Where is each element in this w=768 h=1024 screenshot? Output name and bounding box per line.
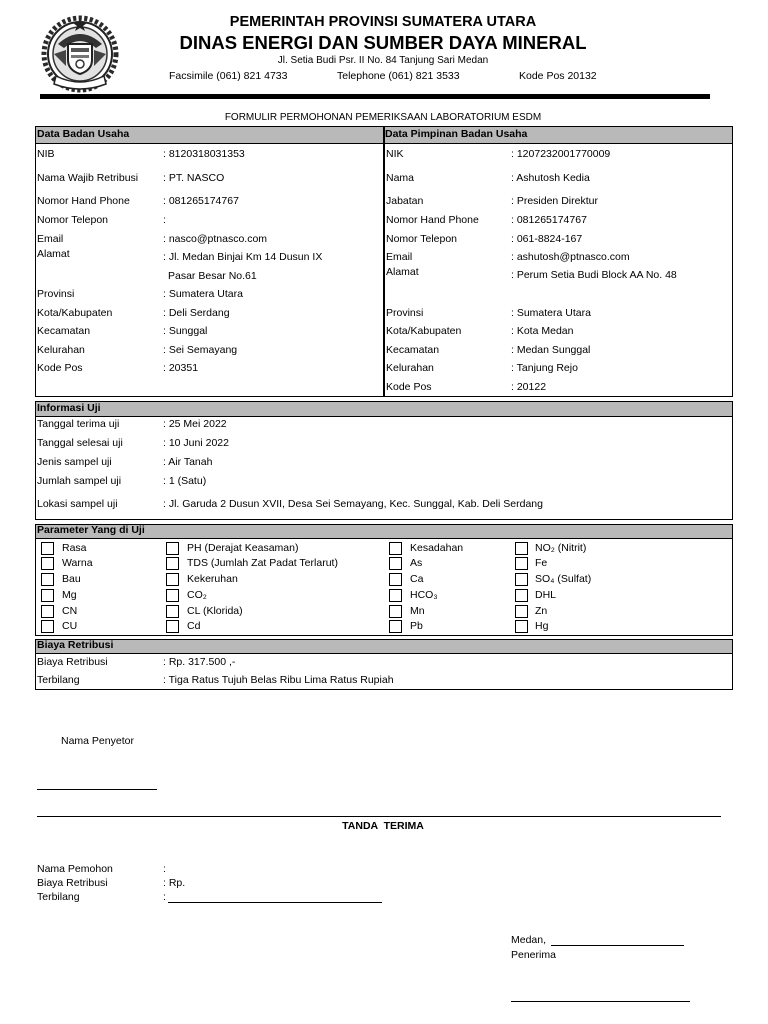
checkbox-co2[interactable] (166, 589, 179, 602)
checkbox-cu[interactable] (41, 620, 54, 633)
company-postal-code-label: Kode Pos (37, 362, 83, 374)
checkbox-hco3[interactable] (389, 589, 402, 602)
checkbox-kekeruhan[interactable] (166, 573, 179, 586)
param-label-pb: Pb (410, 620, 423, 632)
company-handphone-value: : 081265174767 (163, 195, 239, 207)
sample-location-value: : Jl. Garuda 2 Dusun XVII, Desa Sei Semayang, Kec. Sunggal, Kab. Deli Serdang (163, 498, 543, 510)
fee-heading: Biaya Retribusi (37, 639, 114, 651)
param-label-ca: Ca (410, 573, 424, 585)
director-name-label: Nama (386, 172, 415, 184)
test-received-date-value: : 25 Mei 2022 (163, 418, 227, 430)
agency-name: DINAS ENERGI DAN SUMBER DAYA MINERAL (179, 32, 587, 53)
receipt-in-words-line (168, 902, 382, 903)
checkbox-as[interactable] (389, 557, 402, 570)
param-label-hco3: HCO₃ (410, 589, 438, 601)
checkbox-fe[interactable] (515, 557, 528, 570)
company-province-label: Provinsi (37, 288, 75, 300)
agency-postal-code: Kode Pos 20132 (519, 70, 597, 82)
company-email-label: Email (37, 233, 64, 245)
test-finished-date-label: Tanggal selesai uji (37, 437, 123, 449)
checkbox-pb[interactable] (389, 620, 402, 633)
checkbox-dhl[interactable] (515, 589, 528, 602)
param-label-ph: PH (Derajat Keasaman) (187, 542, 299, 554)
company-village-label: Kelurahan (37, 344, 85, 356)
company-director-divider (383, 127, 385, 396)
fee-amount-label: Biaya Retribusi (37, 656, 108, 668)
sample-type-label: Jenis sampel uji (37, 456, 112, 468)
test-info-header-band (36, 402, 732, 417)
test-info-heading: Informasi Uji (37, 402, 101, 414)
receipt-applicant-value: : (163, 863, 166, 875)
checkbox-zn[interactable] (515, 605, 528, 618)
director-nik-label: NIK (386, 148, 404, 160)
director-village-value: : Tanjung Rejo (511, 362, 578, 374)
test-finished-date-value: : 10 Juni 2022 (163, 437, 229, 449)
company-address-line2: Pasar Besar No.61 (168, 270, 257, 282)
param-label-cd: Cd (187, 620, 201, 632)
company-name-value: : PT. NASCO (163, 172, 225, 184)
company-district-value: : Sunggal (163, 325, 208, 337)
fee-header-band (36, 640, 732, 654)
param-label-co2: CO₂ (187, 589, 207, 601)
director-email-value: : ashutosh@ptnasco.com (511, 251, 630, 263)
checkbox-tds[interactable] (166, 557, 179, 570)
fee-in-words-label: Terbilang (37, 674, 80, 686)
param-label-tds: TDS (Jumlah Zat Padat Terlarut) (187, 557, 338, 569)
test-received-date-label: Tanggal terima uji (37, 418, 120, 430)
sample-count-label: Jumlah sampel uji (37, 475, 122, 487)
checkbox-ph[interactable] (166, 542, 179, 555)
param-label-mg: Mg (62, 589, 77, 601)
company-telephone-label: Nomor Telepon (37, 214, 109, 226)
checkbox-hg[interactable] (515, 620, 528, 633)
param-label-bau: Bau (62, 573, 81, 585)
director-position-value: : Presiden Direktur (511, 195, 598, 207)
letterhead-rule (40, 94, 710, 99)
company-province-value: : Sumatera Utara (163, 288, 243, 300)
director-address-label: Alamat (386, 266, 419, 278)
param-label-hg: Hg (535, 620, 549, 632)
director-postal-code-value: : 20122 (511, 381, 547, 393)
receipt-in-words-value: : (163, 891, 166, 903)
param-label-dhl: DHL (535, 589, 557, 601)
director-email-label: Email (386, 251, 413, 263)
company-district-label: Kecamatan (37, 325, 91, 337)
param-label-kekeruhan: Kekeruhan (187, 573, 238, 585)
param-label-no2: NO₂ (Nitrit) (535, 542, 587, 554)
checkbox-no2[interactable] (515, 542, 528, 555)
director-handphone-label: Nomor Hand Phone (386, 214, 479, 226)
checkbox-so4[interactable] (515, 573, 528, 586)
company-nib-value: : 8120318031353 (163, 148, 245, 160)
form-title: FORMULIR PERMOHONAN PEMERIKSAAN LABORATORIUM ESDM (224, 112, 542, 123)
director-nik-value: : 1207232001770009 (511, 148, 611, 160)
company-regency-label: Kota/Kabupaten (37, 307, 113, 319)
director-name-value: : Ashutosh Kedia (511, 172, 590, 184)
director-handphone-value: : 081265174767 (511, 214, 587, 226)
company-address-label: Alamat (37, 248, 70, 260)
director-village-label: Kelurahan (386, 362, 434, 374)
receipt-date-line (551, 945, 684, 946)
checkbox-cl[interactable] (166, 605, 179, 618)
fee-amount-value: : Rp. 317.500 ,- (163, 656, 236, 668)
director-regency-label: Kota/Kabupaten (386, 325, 462, 337)
checkbox-bau[interactable] (41, 573, 54, 586)
director-position-label: Jabatan (386, 195, 424, 207)
checkbox-rasa[interactable] (41, 542, 54, 555)
receipt-applicant-label: Nama Pemohon (37, 863, 113, 875)
receipt-place-date-label: Medan, (511, 934, 547, 946)
director-district-label: Kecamatan (386, 344, 440, 356)
fee-in-words-value: : Tiga Ratus Tujuh Belas Ribu Lima Ratus Rupiah (163, 674, 394, 686)
param-label-cl: CL (Klorida) (187, 605, 243, 617)
param-label-fe: Fe (535, 557, 548, 569)
director-telephone-label: Nomor Telepon (386, 233, 458, 245)
company-handphone-label: Nomor Hand Phone (37, 195, 130, 207)
param-label-kesadahan: Kesadahan (410, 542, 464, 554)
receipt-in-words-label: Terbilang (37, 891, 80, 903)
director-district-value: : Medan Sunggal (511, 344, 591, 356)
checkbox-warna[interactable] (41, 557, 54, 570)
director-address-value: : Perum Setia Budi Block AA No. 48 (511, 269, 677, 281)
receipt-fee-label: Biaya Retribusi (37, 877, 108, 889)
param-label-so4: SO₄ (Sulfat) (535, 573, 592, 585)
sample-type-value: : Air Tanah (163, 456, 213, 468)
director-heading: Data Pimpinan Badan Usaha (385, 128, 528, 140)
receipt-fee-value: : Rp. (163, 877, 186, 889)
checkbox-mn[interactable] (389, 605, 402, 618)
agency-facsimile: Facsimile (061) 821 4733 (169, 70, 288, 82)
director-province-label: Provinsi (386, 307, 424, 319)
param-label-as: As (410, 557, 423, 569)
checkbox-kesadahan[interactable] (389, 542, 402, 555)
company-nib-label: NIB (37, 148, 55, 160)
param-label-cu: CU (62, 620, 78, 632)
agency-telephone: Telephone (061) 821 3533 (337, 70, 460, 82)
checkbox-cn[interactable] (41, 605, 54, 618)
receipt-title: TANDA TERIMA (342, 820, 424, 832)
checkbox-mg[interactable] (41, 589, 54, 602)
company-village-value: : Sei Semayang (163, 344, 238, 356)
param-label-rasa: Rasa (62, 542, 87, 554)
param-label-warna: Warna (62, 557, 93, 569)
checkbox-cd[interactable] (166, 620, 179, 633)
param-label-mn: Mn (410, 605, 425, 617)
param-label-zn: Zn (535, 605, 548, 617)
receiver-signature-line (511, 1001, 690, 1002)
parameters-heading: Parameter Yang di Uji (37, 524, 145, 536)
director-regency-value: : Kota Medan (511, 325, 574, 337)
company-heading: Data Badan Usaha (37, 128, 130, 140)
agency-address: Jl. Setia Budi Psr. II No. 84 Tanjung Sari Medan (277, 55, 489, 66)
company-name-label: Nama Wajib Retribusi (37, 172, 139, 184)
company-postal-code-value: : 20351 (163, 362, 199, 374)
director-telephone-value: : 061-8824-167 (511, 233, 583, 245)
company-regency-value: : Deli Serdang (163, 307, 230, 319)
government-name: PEMERINTAH PROVINSI SUMATERA UTARA (229, 14, 537, 30)
company-telephone-value: : (163, 214, 166, 226)
parameters-table (35, 524, 733, 636)
company-email-value: : nasco@ptnasco.com (163, 233, 268, 245)
checkbox-ca[interactable] (389, 573, 402, 586)
depositor-signature-line (37, 789, 157, 790)
sample-count-value: : 1 (Satu) (163, 475, 207, 487)
param-label-cn: CN (62, 605, 78, 617)
depositor-label: Nama Penyetor (61, 735, 134, 747)
company-address-value: : Jl. Medan Binjai Km 14 Dusun IX (163, 251, 323, 263)
sample-location-label: Lokasi sampel uji (37, 498, 118, 510)
director-province-value: : Sumatera Utara (511, 307, 591, 319)
director-postal-code-label: Kode Pos (386, 381, 432, 393)
receipt-receiver-label: Penerima (511, 949, 556, 961)
receipt-separator-line (37, 816, 721, 817)
